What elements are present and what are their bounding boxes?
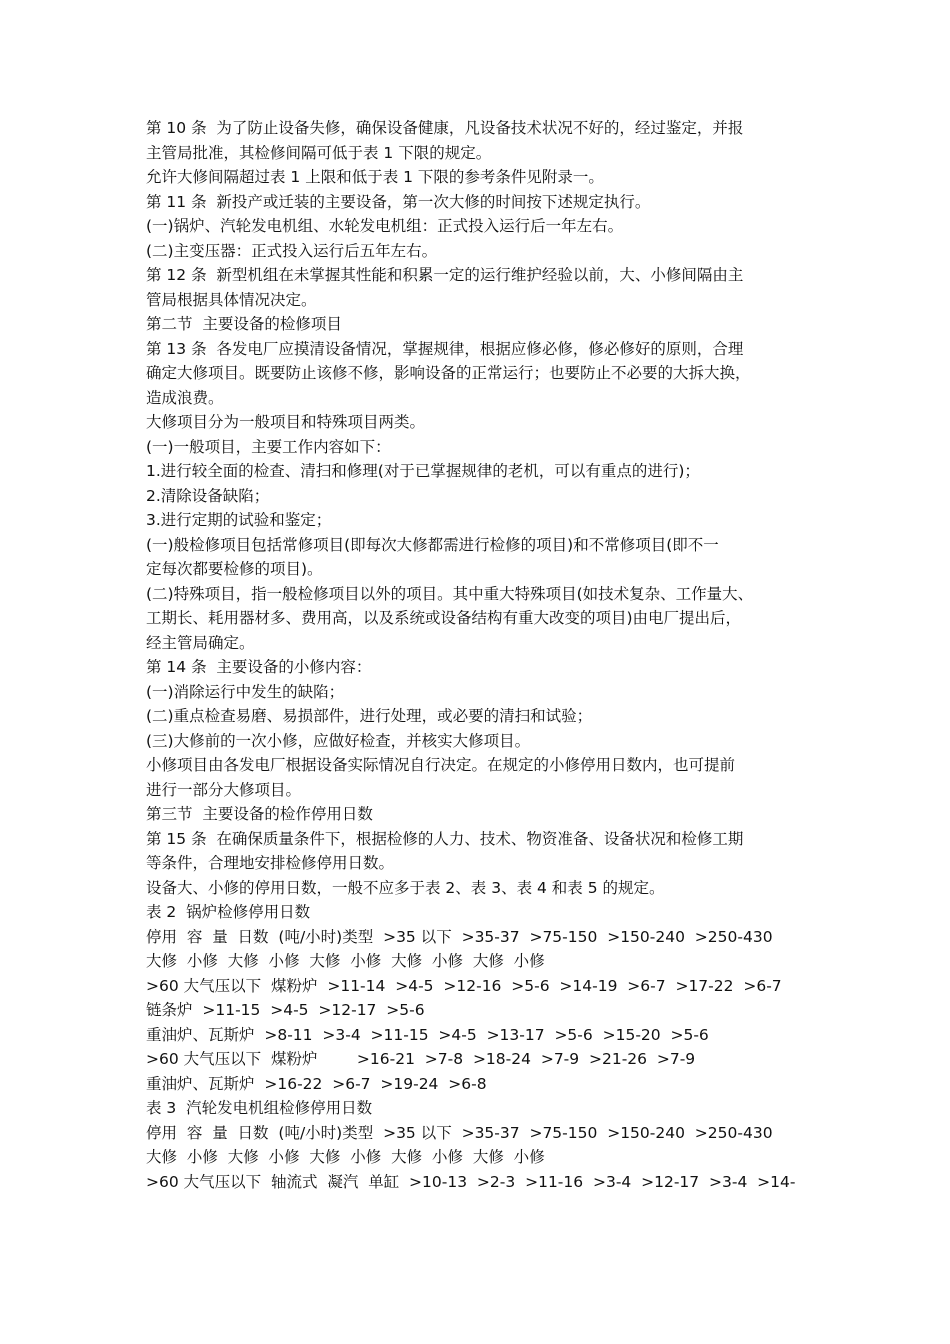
text-line: 大修项目分为一般项目和特殊项目两类。 [146, 413, 426, 431]
text-line: (一)锅炉、汽轮发电机组、水轮发电机组：正式投入运行后一年左右。 [146, 217, 624, 235]
section-heading: 第二节 主要设备的检修项目 [146, 315, 342, 333]
table-row: >60 大气压以下 轴流式 凝汽 单缸 >10-13 >2-3 >11-16 >3-4 >12-17 >3-4 >14- [146, 1172, 796, 1191]
text-line: (二)特殊项目，指一般检修项目以外的项目。其中重大特殊项目(如技术复杂、工作量大、 [146, 584, 754, 603]
text-line: 设备大、小修的停用日数，一般不应多于表 2、表 3、表 4 和表 5 的规定。 [146, 878, 665, 897]
text-line: 造成浪费。 [146, 388, 224, 407]
text-line: 管局根据具体情况决定。 [146, 290, 317, 309]
text-line: (一)消除运行中发生的缺陷； [146, 682, 345, 701]
section-heading: 第三节 主要设备的检作停用日数 [146, 805, 373, 823]
text-line: 经主管局确定。 [146, 633, 255, 652]
text-line: 小修项目由各发电厂根据设备实际情况自行决定。在规定的小修停用日数内，也可提前 [146, 756, 736, 774]
table-row: 链条炉 >11-15 >4-5 >12-17 >5-6 [146, 1001, 425, 1019]
table-header-row: 停用 容 量 日数 (吨/小时)类型 >35 以下 >35-37 >75-150 >150-240 >250-430 [146, 927, 773, 946]
text-line: 第 11 条 新投产或迁装的主要设备，第一次大修的时间按下述规定执行。 [146, 192, 651, 211]
text-line: 第 10 条 为了防止设备失修，确保设备健康，凡设备技术状况不好的，经过鉴定，并报 [146, 119, 744, 137]
text-line: 确定大修项目。既要防止该修不修，影响设备的正常运行；也要防止不必要的大拆大换， [146, 364, 751, 382]
table-header-row: 大修 小修 大修 小修 大修 小修 大修 小修 大修 小修 [146, 952, 545, 970]
document-body [146, 116, 816, 1194]
text-line: 3.进行定期的试验和鉴定； [146, 511, 332, 529]
text-line: 2.清除设备缺陷； [146, 486, 270, 505]
text-line: 第 12 条 新型机组在未掌握其性能和积累一定的运行维护经验以前，大、小修间隔由主 [146, 266, 744, 284]
text-line: 1.进行较全面的检查、清扫和修理(对于已掌握规律的老机，可以有重点的进行)； [146, 462, 700, 480]
text-line: 第 13 条 各发电厂应摸清设备情况，掌握规律，根据应修必修，修必修好的原则，合理 [146, 339, 744, 358]
table-header-row: 大修 小修 大修 小修 大修 小修 大修 小修 大修 小修 [146, 1148, 545, 1166]
text-line: 主管局批准，其检修间隔可低于表 1 下限的规定。 [146, 143, 492, 162]
table-row: >60 大气压以下 煤粉炉 >11-14 >4-5 >12-16 >5-6 >14-19 >6-7 >17-22 >6-7 [146, 976, 782, 995]
text-line: 定每次都要检修的项目)。 [146, 560, 323, 578]
text-line: (二)主变压器：正式投入运行后五年左右。 [146, 241, 438, 260]
text-line: 允许大修间隔超过表 1 上限和低于表 1 下限的参考条件见附录一。 [146, 168, 604, 186]
text-line: (一)一般项目，主要工作内容如下： [146, 437, 391, 456]
table-row: >60 大气压以下 煤粉炉 >16-21 >7-8 >18-24 >7-9 >21-26 >7-9 [146, 1050, 696, 1068]
text-line: 工期长、耗用器材多、费用高，以及系统或设备结构有重大改变的项目)由电厂提出后， [146, 609, 742, 627]
text-line: (一)般检修项目包括常修项目(即每次大修都需进行检修的项目)和不常修项目(即不一 [146, 535, 719, 554]
text-line: (二)重点检查易磨、易损部件，进行处理，或必要的清扫和试验； [146, 707, 593, 725]
table-caption: 表 2 锅炉检修停用日数 [146, 903, 311, 921]
table-caption: 表 3 汽轮发电机组检修停用日数 [146, 1099, 373, 1117]
table-row: 重油炉、瓦斯炉 >8-11 >3-4 >11-15 >4-5 >13-17 >5-6 >15-20 >5-6 [146, 1025, 709, 1044]
text-line: 第 15 条 在确保质量条件下，根据检修的人力、技术、物资准备、设备状况和检修工期 [146, 829, 744, 848]
text-line: (三)大修前的一次小修，应做好检查，并核实大修项目。 [146, 731, 531, 750]
text-line: 进行一部分大修项目。 [146, 780, 302, 799]
table-row: 重油炉、瓦斯炉 >16-22 >6-7 >19-24 >6-8 [146, 1074, 487, 1093]
text-line: 第 14 条 主要设备的小修内容： [146, 658, 372, 676]
text-line: 等条件，合理地安排检修停用日数。 [146, 854, 395, 872]
table-header-row: 停用 容 量 日数 (吨/小时)类型 >35 以下 >35-37 >75-150 >150-240 >250-430 [146, 1123, 773, 1142]
